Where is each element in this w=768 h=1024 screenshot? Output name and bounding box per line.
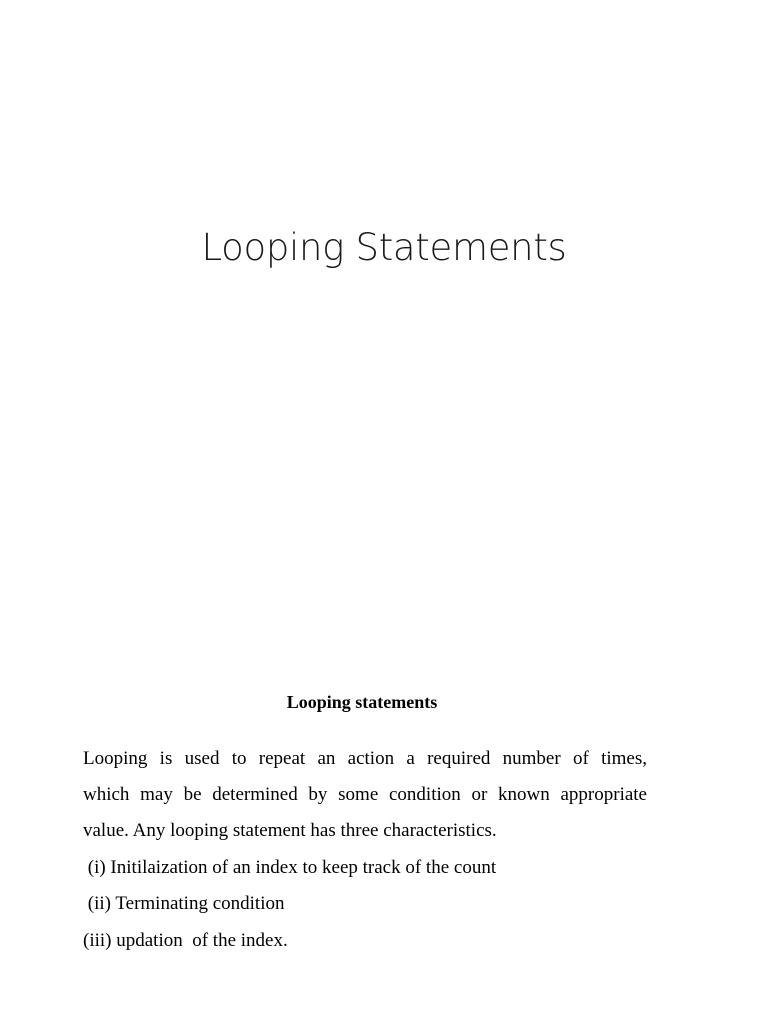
paragraph-line-2: which may be determined by some condition or known appropriate: [83, 784, 647, 805]
section-heading: Looping statements: [286, 692, 438, 712]
list-item-terminating-condition: (ii) Terminating condition: [83, 893, 285, 914]
list-item-initialization: (i) Initilaization of an index to keep track of the count: [83, 857, 497, 878]
paragraph-line-3: value. Any looping statement has three characteristics.: [83, 820, 497, 841]
paragraph-line-1: Looping is used to repeat an action a required number of times,: [83, 748, 647, 769]
slide-title: Looping Statements: [201, 226, 567, 269]
list-item-updation: (iii) updation of the index.: [83, 930, 288, 951]
